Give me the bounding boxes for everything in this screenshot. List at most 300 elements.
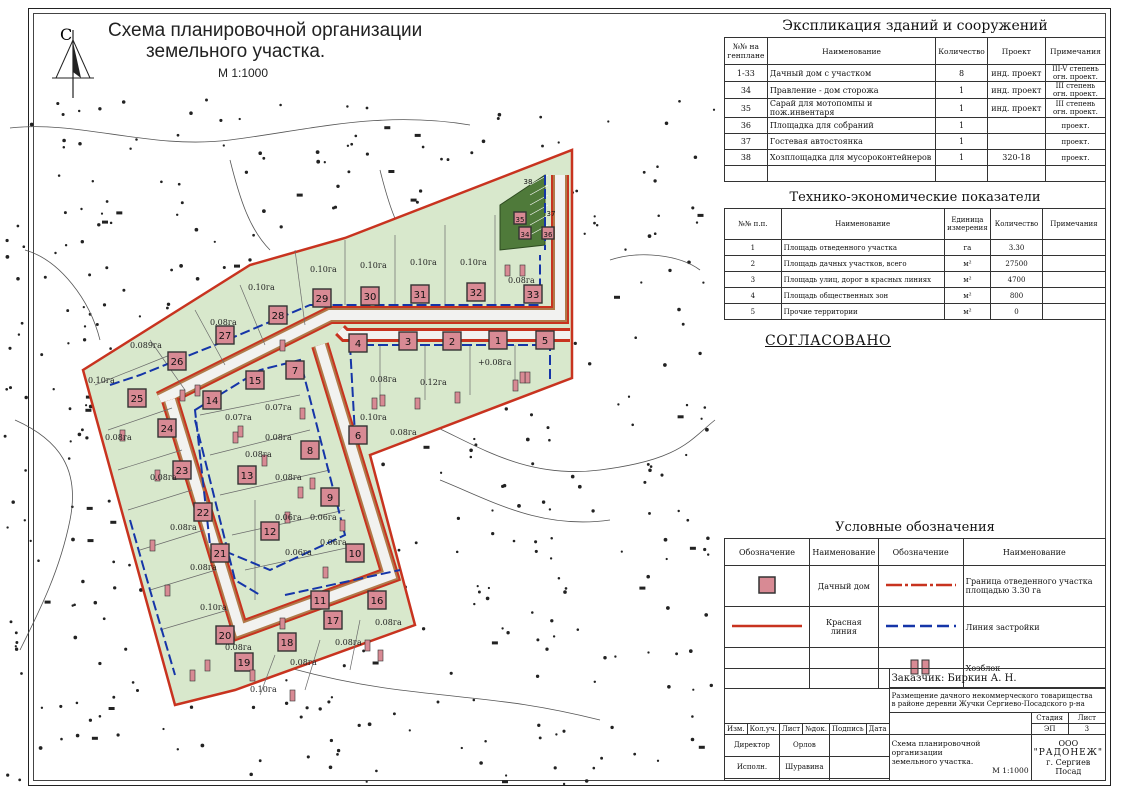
survey-dot	[161, 181, 163, 183]
survey-mark	[690, 547, 695, 549]
survey-dot	[657, 166, 659, 168]
tep-cell	[1042, 256, 1105, 272]
house-plot-24	[158, 419, 176, 437]
survey-mark	[86, 409, 91, 411]
survey-dot	[699, 352, 701, 354]
legend-header-0: Обозначение	[725, 539, 810, 566]
survey-dot	[679, 100, 681, 102]
house-plot-34	[519, 227, 531, 239]
area-label: 0.10га	[88, 376, 115, 385]
survey-dot	[644, 481, 646, 483]
survey-dot	[347, 106, 348, 107]
survey-dot	[635, 337, 637, 339]
survey-dot	[89, 719, 91, 721]
plot-number: 6	[354, 431, 362, 442]
shed	[525, 372, 530, 383]
tep-cell	[1042, 240, 1105, 256]
expl-cell: III-V степень огн. проект.	[1045, 65, 1105, 82]
survey-dot	[486, 597, 489, 600]
shed	[455, 392, 460, 403]
survey-dot	[85, 405, 86, 406]
stamp-name-1: Орлов	[779, 734, 829, 756]
area-label: 0.08га	[390, 428, 417, 437]
survey-dot	[65, 244, 66, 245]
survey-dot	[82, 580, 85, 583]
legend-table	[724, 538, 1106, 689]
area-label: 0.10га	[410, 258, 437, 267]
plot-number: 26	[170, 357, 184, 368]
site-plan-drawing	[0, 95, 720, 800]
title-stamp	[724, 668, 1106, 781]
plot-number: 18	[280, 638, 294, 649]
survey-dot	[122, 101, 125, 104]
survey-dot	[76, 734, 79, 737]
expl-cell: 1	[936, 82, 988, 99]
survey-dot	[576, 190, 578, 192]
survey-dot	[41, 354, 43, 356]
legend-header-1: Наименование	[810, 539, 879, 566]
survey-dot	[113, 561, 115, 563]
survey-dot	[546, 648, 548, 650]
expl-header-2: Количество	[936, 38, 988, 65]
survey-dot	[23, 246, 25, 248]
survey-dot	[83, 339, 85, 341]
plot-number: 21	[213, 549, 227, 560]
survey-dot	[99, 108, 101, 110]
area-label: 0.06га	[320, 538, 347, 547]
survey-dot	[195, 228, 198, 231]
tep-header-4: Примечания	[1042, 209, 1105, 240]
survey-dot	[99, 716, 101, 718]
survey-dot	[611, 726, 613, 728]
survey-mark	[103, 221, 108, 223]
shed	[298, 487, 303, 498]
tep-cell: 27500	[991, 256, 1042, 272]
house-plot-19	[235, 653, 253, 671]
house-plot-9	[321, 488, 339, 506]
survey-dot	[558, 142, 559, 143]
survey-dot	[549, 439, 551, 441]
tep-cell: 1	[725, 240, 782, 256]
survey-dot	[89, 274, 91, 276]
house-plot-16	[368, 591, 386, 609]
survey-dot	[594, 222, 596, 224]
survey-dot	[103, 618, 105, 620]
expl-header-1: Наименование	[767, 38, 935, 65]
house-icon	[758, 576, 776, 594]
house-plot-21	[211, 544, 229, 562]
expl-cell: 1	[936, 150, 988, 166]
stamp-role-2: Исполн.	[725, 756, 780, 778]
tep-title: Технико-экономические показатели	[789, 190, 1041, 205]
survey-dot	[649, 512, 651, 514]
survey-dot	[474, 603, 475, 604]
survey-dot	[585, 780, 587, 782]
survey-dot	[601, 757, 603, 759]
tep-cell: м²	[944, 272, 991, 288]
plot-number: 10	[348, 549, 362, 560]
survey-dot	[347, 145, 348, 146]
tep-table	[724, 208, 1106, 320]
survey-dot	[692, 716, 694, 718]
house-plot-1	[489, 331, 507, 349]
survey-mark	[87, 507, 92, 509]
stamp-role-1: Директор	[725, 734, 780, 756]
stamp-drawing-title-line-2: земельного участка.	[891, 757, 974, 767]
plot-number: 27	[218, 331, 232, 342]
tep-cell: 2	[725, 256, 782, 272]
house-plot-7	[286, 361, 304, 379]
shed	[250, 670, 255, 681]
area-label: 0.08га	[225, 643, 252, 652]
survey-dot	[497, 118, 499, 120]
area-label: 0.08га	[210, 318, 237, 327]
survey-dot	[106, 201, 108, 203]
survey-dot	[78, 110, 79, 111]
survey-dot	[608, 121, 609, 122]
shed	[165, 585, 170, 596]
red-line-icon	[730, 621, 804, 631]
stamp-customer: Заказчик: Биркин А. Н.	[889, 669, 1105, 688]
survey-dot	[280, 104, 282, 106]
survey-dot	[707, 537, 710, 540]
survey-dot	[461, 747, 462, 748]
survey-dot	[177, 134, 179, 136]
tep-cell: 4700	[991, 272, 1042, 288]
stamp-sheet-header: Лист	[1068, 713, 1105, 724]
survey-dot	[518, 505, 521, 508]
area-label: 0.10га	[250, 685, 277, 694]
shed	[380, 395, 385, 406]
expl-header-0: №№ на генплане	[725, 38, 768, 65]
area-label: 0.08га	[275, 473, 302, 482]
house-plot-30	[361, 287, 379, 305]
survey-dot	[25, 470, 27, 472]
area-label: 0.07га	[225, 413, 252, 422]
survey-dot	[556, 734, 557, 735]
survey-dot	[348, 171, 350, 173]
survey-dot	[437, 701, 439, 703]
tep-header-2: Единица измерения	[944, 209, 991, 240]
tep-cell: Площадь улиц, дорог в красных линиях	[781, 272, 944, 288]
expl-cell: 320-18	[987, 150, 1045, 166]
survey-dot	[12, 501, 15, 504]
survey-dot	[564, 591, 567, 594]
survey-dot	[538, 724, 540, 726]
expl-cell: Гостевая автостоянка	[767, 134, 935, 150]
stamp-col-doc: №док.	[803, 723, 830, 734]
survey-dot	[689, 650, 692, 653]
survey-dot	[166, 307, 168, 309]
survey-dot	[101, 213, 102, 214]
tep-cell: м²	[944, 256, 991, 272]
stamp-col-sign: Подпись	[829, 723, 866, 734]
expl-cell: 36	[725, 118, 768, 134]
shed	[233, 432, 238, 443]
area-label: 0.08га	[290, 658, 317, 667]
survey-dot	[450, 672, 452, 674]
survey-dot	[537, 639, 539, 641]
expl-cell: 1	[936, 134, 988, 150]
stamp-org-name: "РАДОНЕЖ"	[1033, 747, 1103, 758]
house-plot-36	[542, 227, 554, 239]
building-line-icon	[884, 621, 958, 631]
shed	[372, 398, 377, 409]
survey-dot	[60, 705, 62, 707]
expl-cell: 1	[936, 99, 988, 118]
expl-cell: проект.	[1045, 118, 1105, 134]
expl-cell: 8	[936, 65, 988, 82]
survey-dot	[129, 564, 131, 566]
survey-dot	[250, 773, 253, 776]
survey-dot	[114, 587, 116, 589]
area-label: 0.08га	[370, 375, 397, 384]
survey-dot	[687, 519, 689, 521]
house-plot-10	[346, 544, 364, 562]
survey-dot	[206, 99, 208, 101]
survey-dot	[549, 509, 550, 510]
tep-cell: 3	[725, 272, 782, 288]
house-plot-37	[547, 210, 556, 218]
expl-cell: III степень огн. проект.	[1045, 82, 1105, 99]
plot-number: 4	[354, 339, 362, 350]
survey-dot	[682, 323, 684, 325]
expl-cell: Дачный дом с участком	[767, 65, 935, 82]
house-plot-5	[536, 331, 554, 349]
house-plot-22	[194, 503, 212, 521]
survey-dot	[15, 646, 16, 647]
stamp-drawing-title-line-1: Схема планировочной организации	[891, 739, 981, 758]
tep-row	[725, 240, 1106, 256]
expl-cell: 37	[725, 134, 768, 150]
plot-number: 37	[546, 210, 556, 218]
plot-number: 30	[363, 292, 377, 303]
survey-dot	[691, 738, 694, 741]
title-line-1: Схема планировочной организации	[108, 20, 423, 41]
survey-dot	[593, 767, 595, 769]
survey-dot	[547, 427, 549, 429]
survey-dot	[132, 682, 134, 684]
area-label: 0.08га	[265, 433, 292, 442]
survey-dot	[94, 601, 97, 604]
survey-dot	[79, 142, 82, 145]
survey-dot	[382, 463, 385, 466]
survey-dot	[551, 620, 553, 622]
survey-mark	[389, 171, 394, 173]
shed	[280, 340, 285, 351]
expl-row	[725, 118, 1106, 134]
survey-dot	[480, 762, 483, 765]
survey-dot	[513, 540, 515, 542]
survey-dot	[280, 226, 282, 228]
survey-dot	[324, 162, 325, 163]
survey-mark	[117, 212, 122, 214]
survey-dot	[201, 744, 204, 747]
area-label: 0.10га	[200, 603, 227, 612]
survey-dot	[74, 636, 77, 639]
expl-row	[725, 82, 1106, 99]
survey-dot	[81, 240, 83, 242]
survey-dot	[594, 681, 595, 682]
survey-dot	[7, 527, 8, 528]
plot-number: 3	[404, 337, 412, 348]
house-plot-17	[324, 611, 342, 629]
house-plot-29	[313, 289, 331, 307]
legend-buildline-symbol	[878, 607, 963, 648]
stamp-name-2: Шуравина	[779, 756, 829, 778]
area-label: 0.08га	[170, 523, 197, 532]
survey-dot	[72, 605, 73, 606]
survey-dot	[693, 689, 694, 690]
survey-dot	[38, 560, 40, 562]
house-plot-3	[399, 332, 417, 350]
survey-dot	[498, 113, 501, 116]
survey-dot	[15, 632, 17, 634]
survey-dot	[506, 775, 507, 776]
survey-dot	[502, 628, 503, 629]
boundary-line-icon	[884, 580, 958, 590]
survey-dot	[17, 225, 19, 227]
survey-dot	[62, 113, 64, 115]
survey-dot	[482, 140, 485, 143]
plot-number: 25	[130, 394, 144, 405]
survey-dot	[473, 699, 475, 701]
tep-header-0: №№ п.п.	[725, 209, 782, 240]
tep-cell: 800	[991, 288, 1042, 304]
house-plot-25	[128, 389, 146, 407]
survey-dot	[666, 558, 667, 559]
survey-dot	[136, 139, 138, 141]
survey-dot	[337, 754, 339, 756]
survey-dot	[61, 738, 63, 740]
expl-cell: 1-33	[725, 65, 768, 82]
survey-dot	[68, 343, 69, 344]
survey-dot	[7, 774, 9, 776]
survey-dot	[300, 716, 302, 718]
survey-dot	[16, 642, 18, 644]
survey-dot	[536, 675, 538, 677]
survey-mark	[92, 737, 97, 739]
survey-dot	[41, 707, 42, 708]
expl-row	[725, 166, 1106, 182]
survey-dot	[558, 577, 560, 579]
survey-dot	[648, 652, 649, 653]
legend-redline-label: Красная линия	[810, 607, 879, 648]
survey-mark	[373, 662, 378, 664]
survey-dot	[692, 207, 694, 209]
survey-dot	[15, 648, 17, 650]
survey-dot	[366, 153, 368, 155]
survey-dot	[220, 119, 222, 121]
survey-dot	[707, 554, 708, 555]
explication-table	[724, 37, 1106, 182]
plot-number: 24	[160, 424, 174, 435]
survey-dot	[4, 435, 6, 437]
expl-row	[725, 134, 1106, 150]
survey-dot	[25, 396, 27, 398]
survey-dot	[615, 656, 616, 657]
stamp-purpose	[889, 688, 1105, 713]
survey-dot	[125, 648, 127, 650]
shed	[520, 372, 525, 383]
plot-number: 7	[291, 366, 299, 377]
area-label: 0.08га	[375, 618, 402, 627]
shed	[378, 650, 383, 661]
survey-dot	[703, 282, 704, 283]
survey-dot	[661, 474, 663, 476]
house-plot-32	[467, 283, 485, 301]
survey-dot	[618, 404, 619, 405]
survey-dot	[92, 180, 93, 181]
survey-dot	[632, 424, 634, 426]
survey-dot	[654, 233, 656, 235]
expl-cell: III степень огн. проект.	[1045, 99, 1105, 118]
shed	[520, 265, 525, 276]
shed	[190, 670, 195, 681]
survey-dot	[239, 118, 240, 119]
survey-dot	[259, 760, 261, 762]
survey-dot	[621, 551, 622, 552]
survey-dot	[64, 212, 66, 214]
stamp-sheet-value: 3	[1068, 723, 1105, 734]
expl-cell: Площадка для собраний	[767, 118, 935, 134]
stamp-purpose-line-1: Размещение дачного некоммерческого товарищества	[891, 692, 1093, 700]
shed	[513, 380, 518, 391]
survey-dot	[253, 234, 255, 236]
survey-dot	[456, 551, 458, 553]
survey-dot	[84, 326, 85, 327]
house-plot-15	[246, 371, 264, 389]
stamp-col-count: Кол.уч.	[747, 723, 779, 734]
survey-dot	[505, 408, 507, 410]
survey-dot	[409, 730, 410, 731]
survey-mark	[88, 540, 93, 542]
survey-dot	[641, 282, 642, 283]
survey-mark	[297, 194, 302, 196]
plot-number: 23	[175, 466, 189, 477]
survey-dot	[223, 266, 225, 268]
survey-dot	[542, 145, 544, 147]
survey-dot	[78, 433, 81, 436]
house-plot-2	[443, 332, 461, 350]
compass-letter: С	[60, 25, 73, 44]
stamp-col-date: Дата	[866, 723, 889, 734]
survey-dot	[263, 157, 265, 159]
survey-dot	[110, 222, 112, 224]
tep-cell: Площадь общественных зон	[781, 288, 944, 304]
survey-dot	[176, 214, 177, 215]
survey-dot	[554, 767, 556, 769]
survey-dot	[337, 185, 339, 187]
shed	[238, 426, 243, 437]
survey-dot	[415, 542, 417, 544]
survey-dot	[686, 454, 687, 455]
shed	[365, 640, 370, 651]
survey-dot	[113, 696, 115, 698]
area-label: 0.08га	[105, 433, 132, 442]
plot-number: 13	[240, 471, 254, 482]
house-plot-11	[311, 591, 329, 609]
plot-number: 19	[237, 658, 251, 669]
plot-number: 36	[543, 231, 553, 239]
site-plan	[0, 95, 720, 800]
legend-boundary-label: Граница отведенного участка площадью 3.30 га	[963, 566, 1105, 607]
legend-header-3: Наименование	[963, 539, 1105, 566]
shed	[280, 618, 285, 629]
survey-dot	[705, 614, 708, 617]
survey-dot	[551, 538, 553, 540]
survey-dot	[422, 628, 424, 630]
